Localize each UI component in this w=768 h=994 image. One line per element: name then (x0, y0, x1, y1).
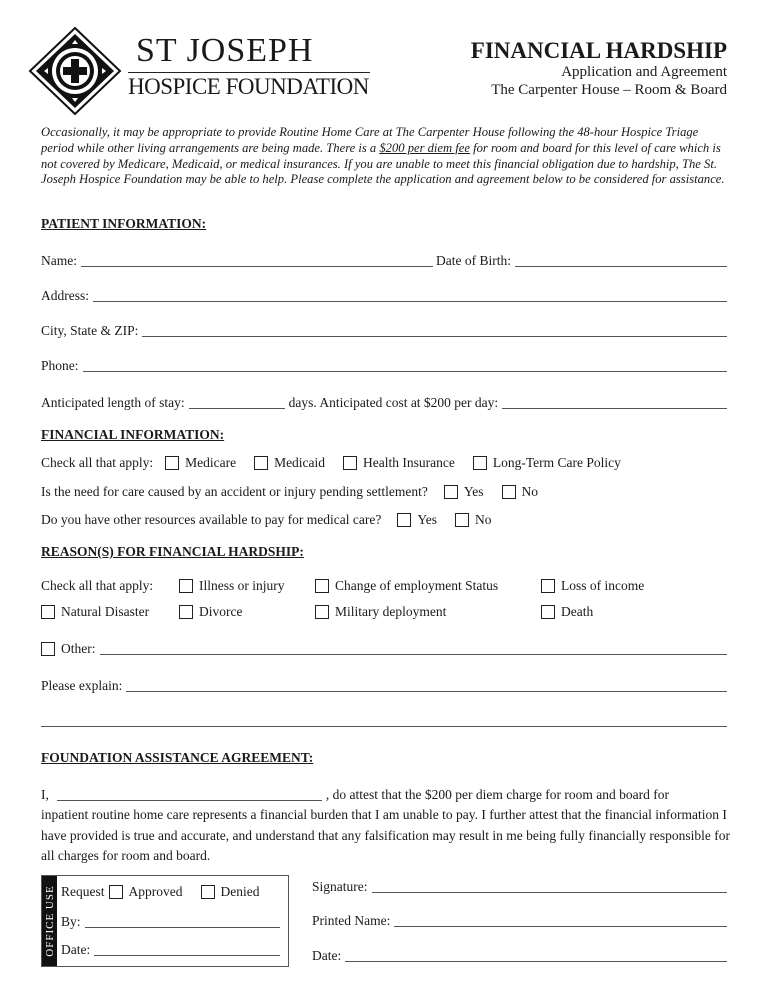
option-label: Medicaid (274, 455, 326, 470)
option-label: Military deployment (335, 604, 447, 619)
agreement-line1: , do attest that the $200 per diem charge for room and board for (325, 787, 670, 802)
resources-question: Do you have other resources available to pay for medical care? (41, 512, 382, 527)
yes-label: Yes (463, 484, 484, 499)
denied-label: Denied (220, 884, 260, 899)
logo-line1: ST JOSEPH (136, 32, 314, 69)
option-label: Change of employment Status (335, 578, 499, 593)
option-label: Divorce (199, 604, 243, 619)
other-label: Other: (61, 641, 96, 656)
printed-name-label: Printed Name: (312, 913, 391, 928)
approved-label: Approved (128, 884, 183, 899)
stay-field[interactable] (189, 394, 285, 409)
employment-checkbox[interactable] (315, 579, 329, 593)
health-insurance-checkbox[interactable] (343, 456, 357, 470)
denied-checkbox[interactable] (201, 885, 215, 899)
address-field[interactable] (93, 287, 727, 302)
office-date-label: Date: (61, 942, 91, 957)
option-label: Illness or injury (199, 578, 285, 593)
office-use-box (41, 875, 289, 967)
office-by-field[interactable] (85, 913, 280, 928)
fee-text: $200 per diem fee (379, 140, 470, 155)
natural-disaster-checkbox[interactable] (41, 605, 55, 619)
military-checkbox[interactable] (315, 605, 329, 619)
no-label: No (521, 484, 538, 499)
option-label: Death (561, 604, 594, 619)
city-label: City, State & ZIP: (41, 323, 139, 338)
resources-no-checkbox[interactable] (455, 513, 469, 527)
accident-question: Is the need for care caused by an accident or injury pending settlement? (41, 484, 428, 499)
resources-yes-checkbox[interactable] (397, 513, 411, 527)
other-field[interactable] (100, 640, 728, 655)
office-date-field[interactable] (94, 941, 280, 956)
patient-heading: PATIENT INFORMATION: (41, 216, 207, 231)
address-label: Address: (41, 288, 89, 303)
yes-label: Yes (417, 512, 437, 527)
logo (28, 26, 373, 116)
accident-no-checkbox[interactable] (502, 485, 516, 499)
printed-name-field[interactable] (394, 912, 727, 927)
medicaid-checkbox[interactable] (254, 456, 268, 470)
divorce-checkbox[interactable] (179, 605, 193, 619)
by-label: By: (61, 914, 81, 929)
death-checkbox[interactable] (541, 605, 555, 619)
agreement-text: inpatient routine home care represents a financial burden that I am unable to pay. I further attest that the financial information I have provided is true and accurate, and understand that any falsification may result in me being fully financially responsible for all charges for room and board. (41, 807, 731, 863)
explain-field-2[interactable] (41, 712, 727, 727)
explain-label: Please explain: (41, 678, 123, 693)
cost-label: days. Anticipated cost at $200 per day: (288, 395, 499, 410)
i-label: I, (41, 787, 49, 802)
name-field[interactable] (81, 252, 433, 267)
check-all-label: Check all that apply: (41, 578, 154, 593)
option-label: Loss of income (561, 578, 645, 593)
agreement-heading: FOUNDATION ASSISTANCE AGREEMENT: (41, 750, 314, 765)
cost-field[interactable] (502, 394, 727, 409)
explain-field[interactable] (126, 677, 727, 692)
dob-label: Date of Birth: (436, 253, 511, 268)
form-title: FINANCIAL HARDSHIP (470, 38, 727, 63)
office-use-tab (42, 876, 57, 966)
form-subtitle-1: Application and Agreement (561, 64, 727, 80)
medicare-checkbox[interactable] (165, 456, 179, 470)
option-label: Health Insurance (363, 455, 455, 470)
logo-emblem-icon (28, 26, 122, 116)
option-label: Natural Disaster (61, 604, 150, 619)
accident-yes-checkbox[interactable] (444, 485, 458, 499)
phone-label: Phone: (41, 358, 79, 373)
attestant-name-field[interactable] (57, 786, 322, 801)
city-field[interactable] (142, 322, 727, 337)
signature-label: Signature: (312, 879, 368, 894)
stay-label: Anticipated length of stay: (41, 395, 185, 410)
approved-checkbox[interactable] (109, 885, 123, 899)
illness-checkbox[interactable] (179, 579, 193, 593)
signature-field[interactable] (372, 878, 728, 893)
check-all-label: Check all that apply: (41, 455, 154, 470)
reasons-heading: REASON(S) FOR FINANCIAL HARDSHIP: (41, 544, 304, 559)
loss-income-checkbox[interactable] (541, 579, 555, 593)
date-field[interactable] (345, 947, 727, 962)
office-use-label: OFFICE USE (43, 885, 56, 957)
logo-line2: HOSPICE FOUNDATION (128, 74, 369, 99)
no-label: No (475, 512, 492, 527)
phone-field[interactable] (83, 357, 727, 372)
other-checkbox[interactable] (41, 642, 55, 656)
option-label: Medicare (185, 455, 237, 470)
request-label: Request (61, 884, 105, 899)
date-label: Date: (312, 948, 342, 963)
name-label: Name: (41, 253, 77, 268)
dob-field[interactable] (515, 252, 727, 267)
intro-paragraph: Occasionally, it may be appropriate to provide Routine Home Care at The Carpenter House following the 48-hour Hospice Triage period while other living arrangements are being made. There is a $200 per diem fee for room and board for this level of care which is not covered by Medicare, Medicaid, or medical insurances. If you are unable to meet this financial obligation due to hardship, The St. Joseph Hospice Foundation may be able to help. Please complete the application and agreement below to be considered for assistance. (41, 125, 725, 187)
option-label: Long-Term Care Policy (492, 455, 621, 470)
form-subtitle-2: The Carpenter House – Room & Board (491, 82, 727, 98)
financial-heading: FINANCIAL INFORMATION: (41, 427, 225, 442)
ltc-policy-checkbox[interactable] (473, 456, 487, 470)
